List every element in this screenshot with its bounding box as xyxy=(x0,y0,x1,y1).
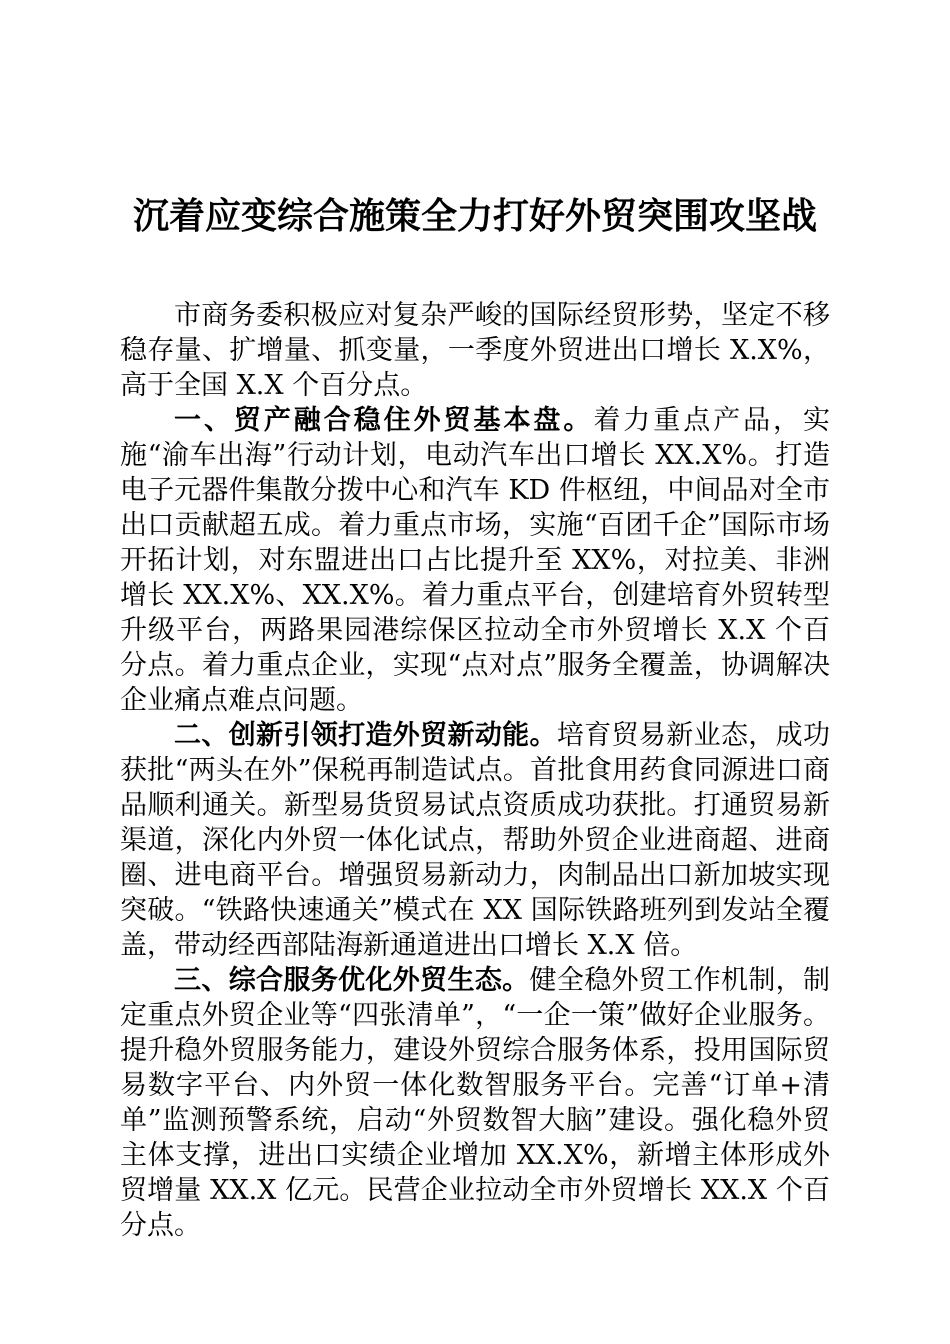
document-body xyxy=(120,298,830,1243)
section-1-heading: 一、贸产融合稳住外贸基本盘。 xyxy=(174,405,594,436)
paragraph-text: 健全稳外贸工作机制，制定重点外贸企业等“四张清单”，“一企一策”做好企业服务。提升稳外贸服务能力，建设外贸综合服务体系，投用国际贸易数字平台、内外贸一体化数智服务平台。完善“订单+清单”监测预警系统，启动“外贸数智大脑”建设。强化稳外贸主体支撑，进出口实绩企业增加 XX.X%，新增主体形成外贸增量 XX.X 亿元。民营企业拉动全市外贸增长 XX.X 个百分点。 xyxy=(120,965,831,1241)
paragraph-section-1 xyxy=(120,403,830,718)
paragraph-text: 市商务委积极应对复杂严峻的国际经贸形势，坚定不移稳存量、扩增量、抓变量，一季度外贸进出口增长 X.X%，高于全国 X.X 个百分点。 xyxy=(120,300,830,401)
paragraph-section-3 xyxy=(120,963,830,1243)
paragraph-text: 培育贸易新业态，成功获批“两头在外”保税再制造试点。首批食用药食同源进口商品顺利通关。新型易货贸易试点资质成功获批。打通贸易新渠道，深化内外贸一体化试点，帮助外贸企业进商超、进商圈、进电商平台。增强贸易新动力，肉制品出口新加坡实现突破。“铁路快速通关”模式在 XX 国际铁路班列到发站全覆盖，带动经西部陆海新通道进出口增长 X.X 倍。 xyxy=(120,720,831,961)
section-3-heading: 三、综合服务优化外贸生态。 xyxy=(174,965,530,996)
paragraph-intro xyxy=(120,298,830,403)
section-2-heading: 二、创新引领打造外贸新动能。 xyxy=(174,720,557,751)
document-title: 沉着应变综合施策全力打好外贸突围攻坚战 xyxy=(132,195,817,237)
paragraph-section-2 xyxy=(120,718,830,963)
paragraph-text: 着力重点产品，实施“渝车出海”行动计划，电动汽车出口增长 XX.X%。打造电子元器件集散分拨中心和汽车 KD 件枢纽，中间品对全市出口贡献超五成。着力重点市场，实施“百团千企”国际市场开拓计划，对东盟进出口占比提升至 XX%，对拉美、非洲增长 XX.X%、XX.X%。着力重点平台，创建培育外贸转型升级平台，两路果园港综保区拉动全市外贸增长 X.X 个百分点。着力重点企业，实现“点对点”服务全覆盖，协调解决企业痛点难点问题。 xyxy=(120,405,831,716)
